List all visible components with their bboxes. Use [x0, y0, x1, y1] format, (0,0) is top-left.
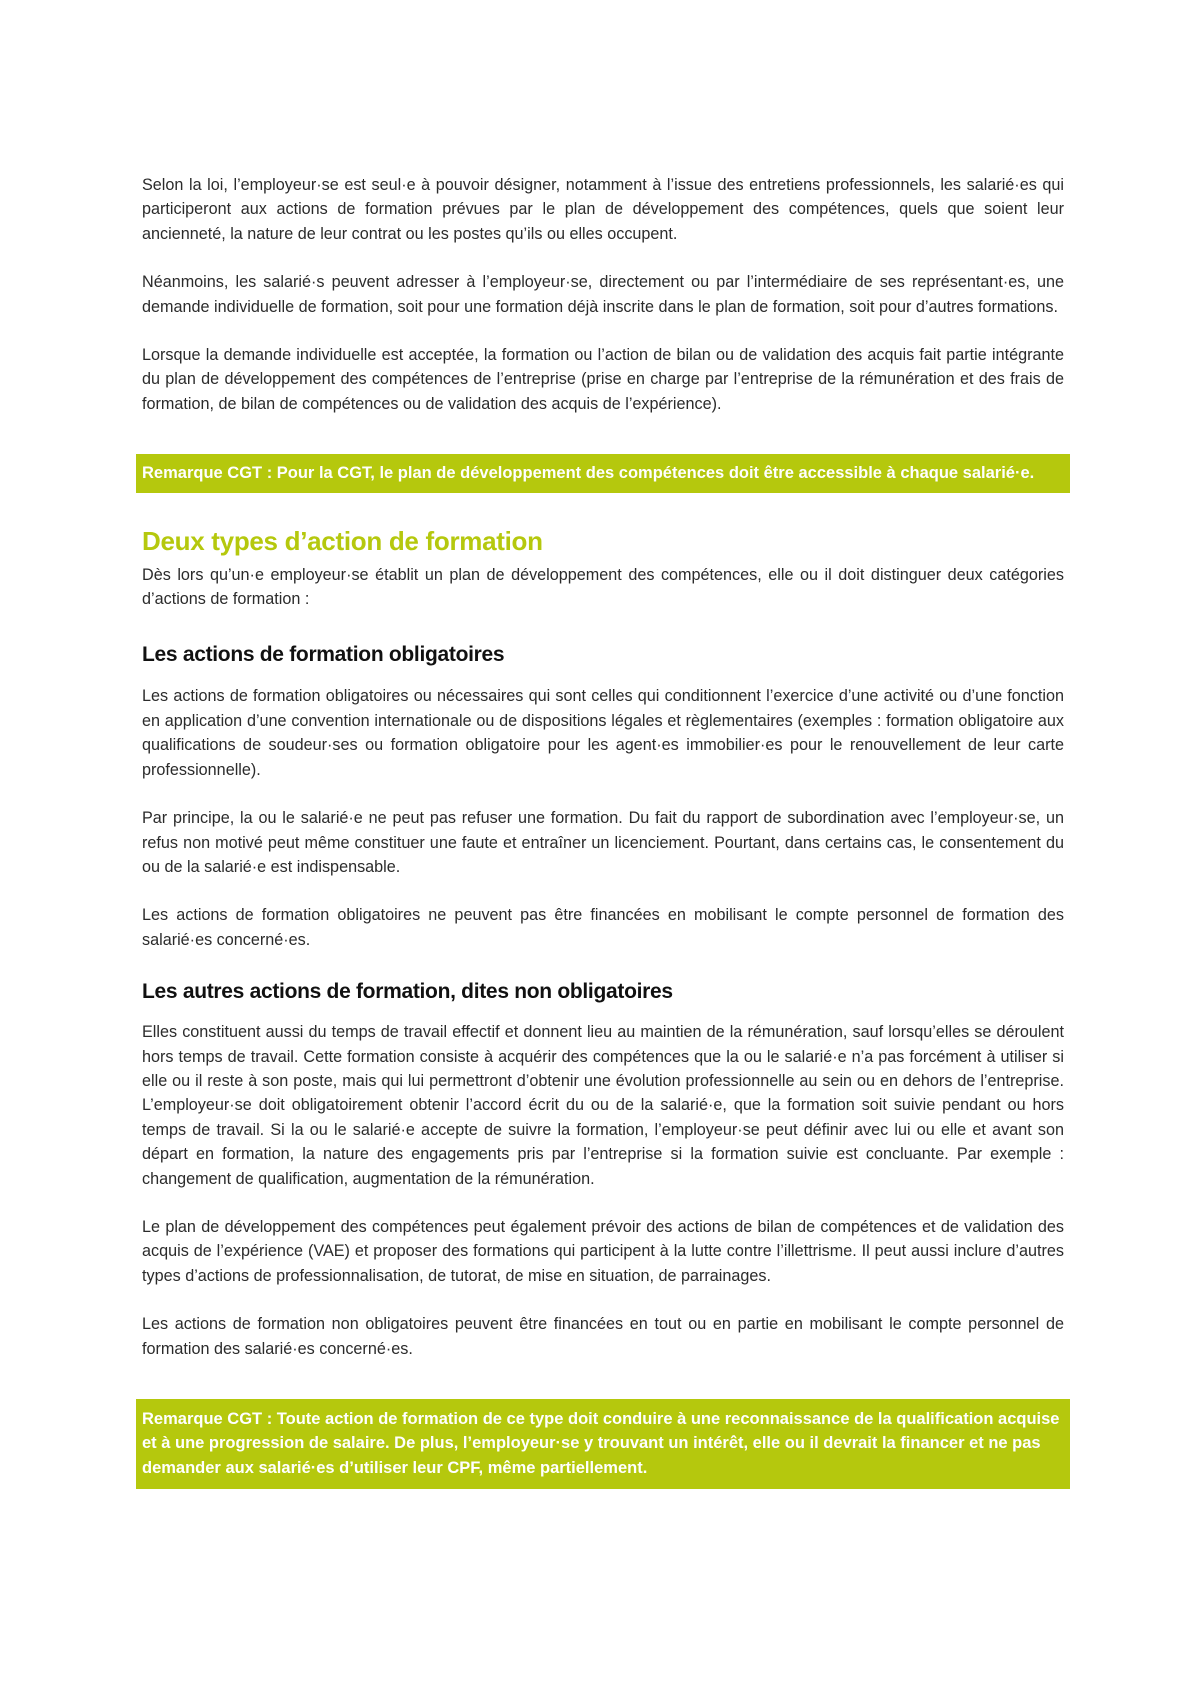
intro-paragraph-1: Selon la loi, l’employeur·se est seul·e à pouvoir désigner, notamment à l’issue des entretiens professionnels, les salarié·es qui participeront aux actions de formation prévues par le plan de développement des compétences, quels que soient leur ancienneté, la nature de leur contrat ou les postes qu’ils ou elles occupent. [142, 176, 1064, 243]
intro-paragraph-2: Néanmoins, les salarié·s peuvent adresser à l’employeur·se, directement ou par l’intermédiaire de ses représentant·es, une demande individuelle de formation, soit pour une formation déjà inscrite dans le plan de formation, soit pour d’autres formations. [142, 273, 1064, 316]
optional-paragraph-3: Les actions de formation non obligatoires peuvent être financées en tout ou en partie en mobilisant le compte personnel de formation des salarié·es concerné·es. [142, 1315, 1064, 1358]
mandatory-paragraph-1: Les actions de formation obligatoires ou nécessaires qui sont celles qui conditionnent l’exercice d’une activité ou d’une fonction en application d’une convention internationale ou de dispositions légales et règlementaires (exemples : formation obligatoire aux qualifications de soudeur·ses ou formation obligatoire pour les agent·es immobilier·es pour le renouvellement de leur carte professionnelle). [142, 687, 1064, 779]
intro-section [142, 173, 1064, 416]
section-heading: Deux types d’action de formation [142, 525, 543, 556]
cgt-remark-box-1: Remarque CGT : Pour la CGT, le plan de développement des compétences doit être accessible à chaque salarié·e. [136, 454, 1070, 492]
cgt-remark-box-2: Remarque CGT : Toute action de formation de ce type doit conduire à une reconnaissance de la qualification acquise et à une progression de salaire. De plus, l’employeur·se y trouvant un intérêt, elle ou il devrait la financer et ne pas demander aux salarié·es d’utiliser leur CPF, même partiellement. [136, 1399, 1070, 1489]
mandatory-paragraph-2: Par principe, la ou le salarié·e ne peut pas refuser une formation. Du fait du rapport de subordination avec l’employeur·se, un refus non motivé peut même constituer une faute et entraîner un licenciement. Pourtant, dans certains cas, le consentement du ou de la salarié·e est indispensable. [142, 809, 1064, 876]
optional-paragraph-1: Elles constituent aussi du temps de travail effectif et donnent lieu au maintien de la rémunération, sauf lorsqu’elles se déroulent hors temps de travail. Cette formation consiste à acquérir des compétences que la ou le salarié·e n’a pas forcément à utiliser si elle ou il reste à son poste, mais qui lui permettront d’obtenir une évolution professionnelle au sein ou en dehors de l’entreprise. L’employeur·se doit obligatoirement obtenir l’accord écrit du ou de la salarié·e, que la formation soit suivie pendant ou hors temps de travail. Si la ou le salarié·e accepte de suivre la formation, l’employeur·se peut définir avec lui ou elle et avant son départ en formation, la nature des engagements pris par l’entreprise si la formation suivie est concluante. Par exemple : changement de qualification, augmentation de la rémunération. [142, 1023, 1064, 1188]
mandatory-heading: Les actions de formation obligatoires [142, 643, 505, 667]
optional-paragraph-2: Le plan de développement des compétences peut également prévoir des actions de bilan de compétences et de validation des acquis de l’expérience (VAE) et proposer des formations qui participent à la lutte contre l’illettrisme. Il peut aussi inclure d’autres types d’actions de professionnalisation, de tutorat, de mise en situation, de parrainages. [142, 1217, 1064, 1285]
intro-paragraph-3: Lorsque la demande individuelle est acceptée, la formation ou l’action de bilan ou de validation des acquis fait partie intégrante du plan de développement des compétences de l’entreprise (prise en charge par l’entreprise de la rémunération et des frais de formation, de bilan de compétences ou de validation des acquis de l’expérience). [142, 346, 1064, 413]
section-intro: Dès lors qu’un·e employeur·se établit un plan de développement des compétences, elle ou il doit distinguer deux catégories d’actions de formation : [142, 565, 1064, 609]
optional-heading: Les autres actions de formation, dites non obligatoires [142, 980, 673, 1004]
mandatory-paragraph-3: Les actions de formation obligatoires ne peuvent pas être financées en mobilisant le compte personnel de formation des salarié·es concerné·es. [142, 906, 1064, 949]
two-types-section [142, 525, 1064, 1361]
